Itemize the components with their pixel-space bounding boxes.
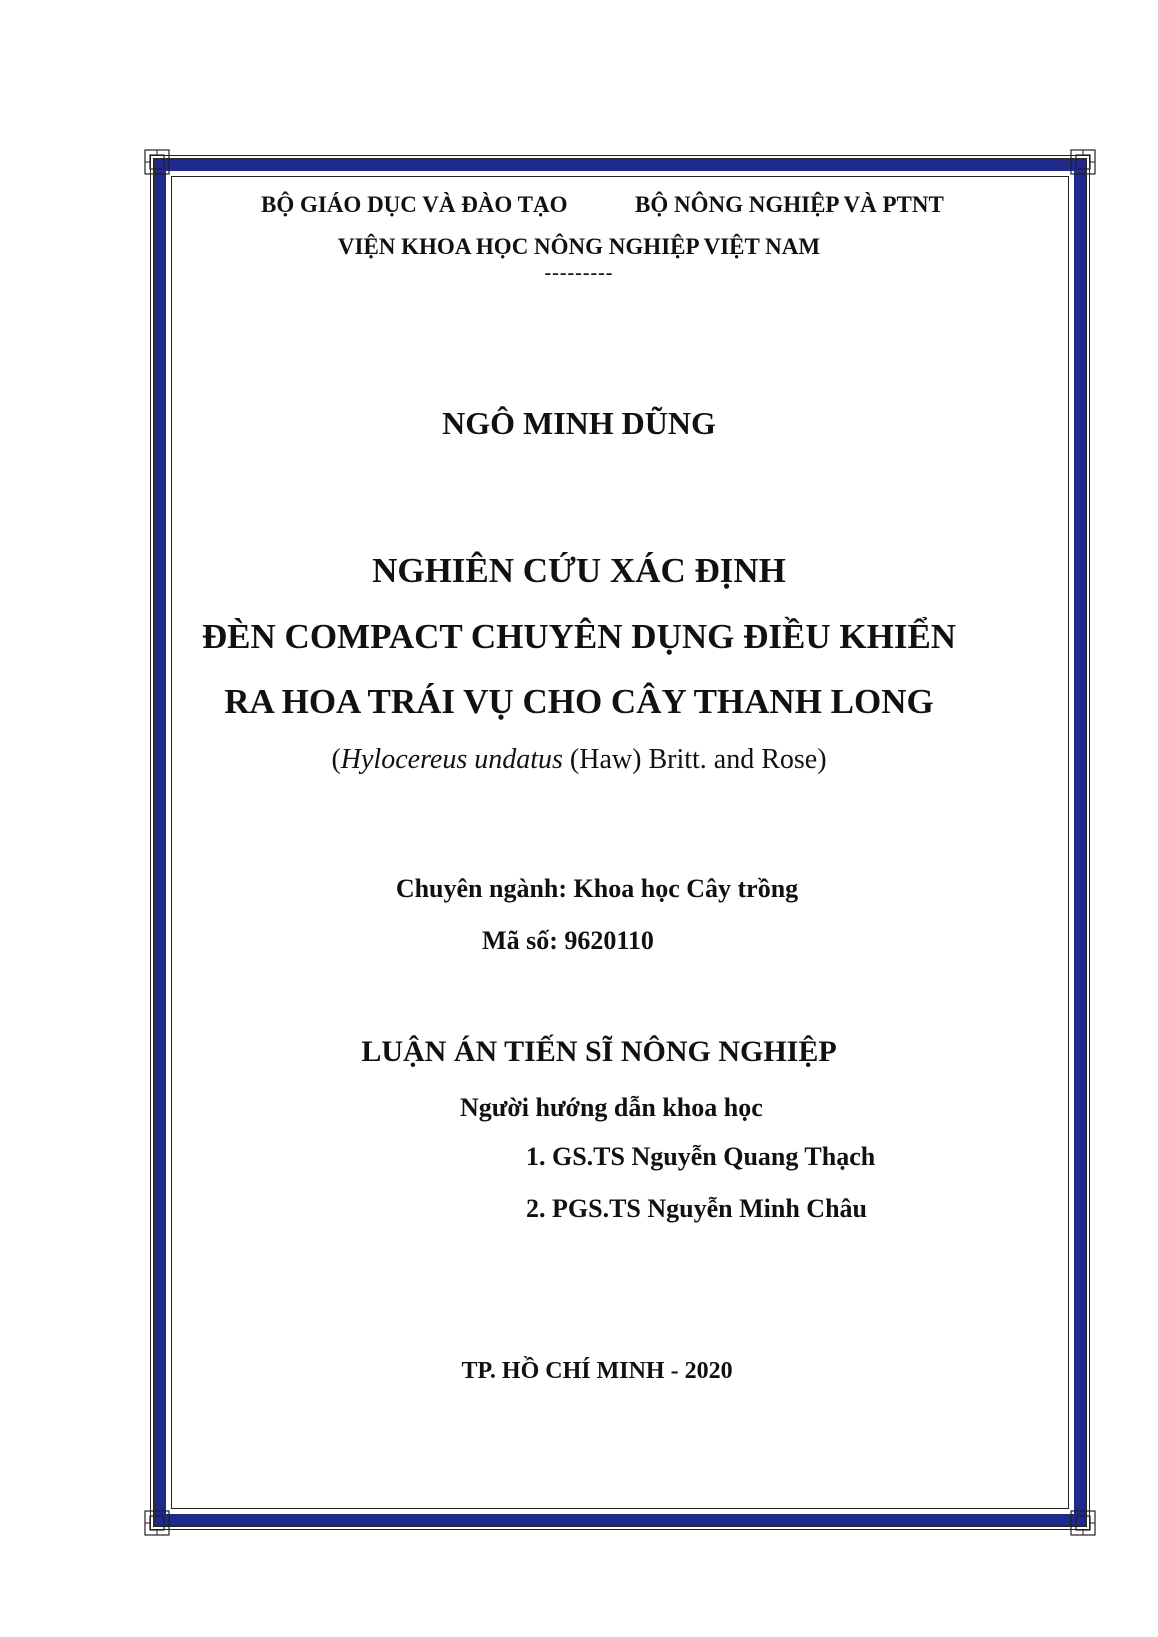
advisor-2: 2. PGS.TS Nguyễn Minh Châu (526, 1194, 867, 1223)
scientific-name: (Hylocereus undatus (Haw) Britt. and Rose) (331, 744, 827, 775)
specialization: Chuyên ngành: Khoa học Cây trồng (395, 874, 799, 903)
corner-ornament-icon (144, 149, 170, 175)
corner-ornament-icon (1070, 149, 1096, 175)
border-inner-line (171, 176, 1069, 1509)
advisors-label: Người hướng dẫn khoa học (460, 1093, 763, 1122)
corner-ornament-icon (1070, 1510, 1096, 1536)
thesis-title-line-2: ĐÈN COMPACT CHUYÊN DỤNG ĐIỀU KHIỂN (201, 617, 957, 656)
institute-name: VIỆN KHOA HỌC NÔNG NGHIỆP VIỆT NAM (337, 234, 821, 259)
place-year: TP. HỒ CHÍ MINH - 2020 (461, 1358, 733, 1384)
advisor-1: 1. GS.TS Nguyễn Quang Thạch (526, 1142, 876, 1171)
ministry-education: BỘ GIÁO DỤC VÀ ĐÀO TẠO (261, 192, 568, 217)
scientific-name-italic: Hylocereus undatus (340, 744, 563, 775)
corner-ornament-icon (144, 1510, 170, 1536)
thesis-title-line-1: NGHIÊN CỨU XÁC ĐỊNH (372, 551, 786, 590)
major-code: Mã số: 9620110 (482, 926, 654, 955)
author-name: NGÔ MINH DŨNG (442, 405, 716, 441)
degree-title: LUẬN ÁN TIẾN SĨ NÔNG NGHIỆP (361, 1035, 837, 1068)
thesis-title-line-3: RA HOA TRÁI VỤ CHO CÂY THANH LONG (224, 682, 934, 721)
header-separator: --------- (544, 262, 614, 284)
ministry-agriculture: BỘ NÔNG NGHIỆP VÀ PTNT (635, 192, 944, 217)
